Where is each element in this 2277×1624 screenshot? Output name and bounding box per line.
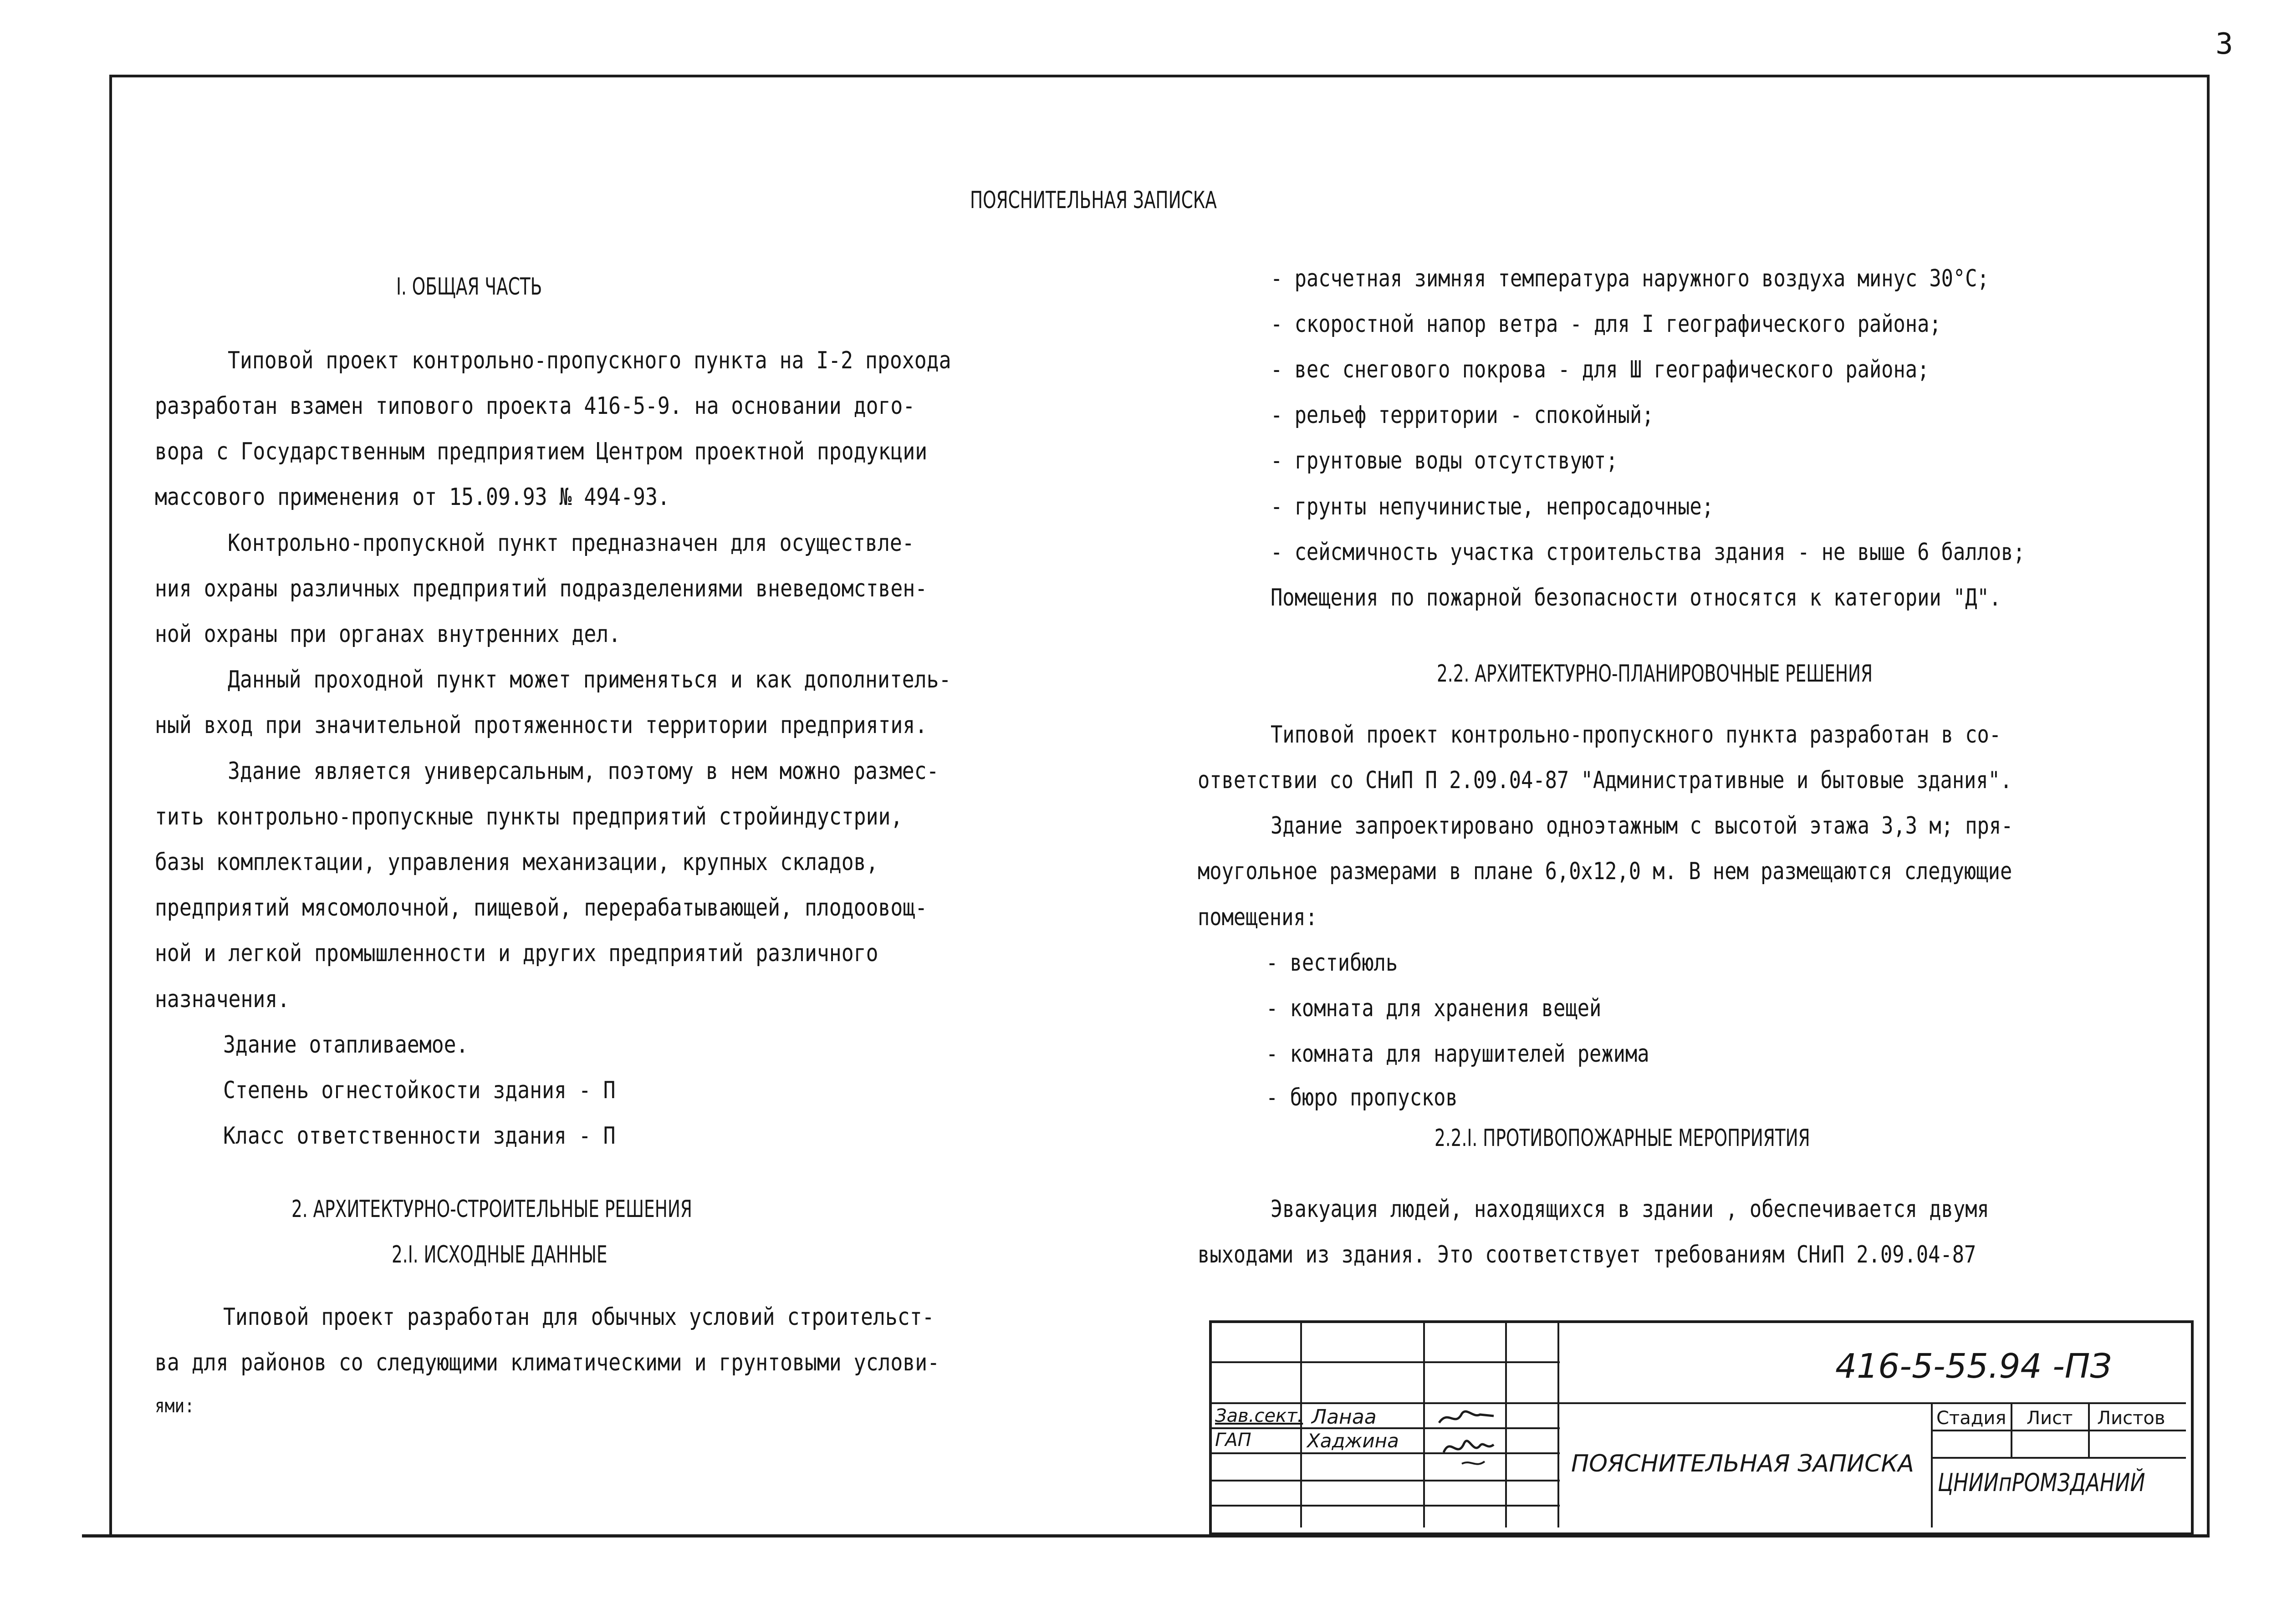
paragraph-line: Типовой проект контрольно-пропускного пункта разработан в со- — [1271, 721, 2001, 748]
paragraph-line: Здание отапливаемое. — [223, 1031, 469, 1059]
title-block-grid-line — [1931, 1457, 2186, 1459]
document-title: ПОЯСНИТЕЛЬНАЯ ЗАПИСКА — [970, 187, 1217, 214]
title-block-grid-line — [1931, 1430, 2186, 1431]
climate-condition-item: - скоростной напор ветра - для I географического района; — [1271, 311, 1941, 338]
paragraph-line: Здание запроектировано одноэтажным с высотой этажа 3,3 м; пря- — [1271, 812, 2013, 840]
signature-image — [1430, 1405, 1503, 1473]
paragraph-line: моугольное размерами в плане 6,0х12,0 м. В нем размещаются следующие — [1198, 858, 2012, 885]
climate-condition-item: - вес снегового покрова - для Ш географического района; — [1271, 356, 1930, 383]
column-total-sheets: Листов — [2097, 1408, 2165, 1429]
title-block-grid-line — [1505, 1323, 1507, 1527]
fire-category-text: Помещения по пожарной безопасности относятся к категории "Д". — [1271, 584, 2001, 611]
title-block-grid-line — [1423, 1323, 1425, 1527]
paragraph-line: Здание является универсальным, поэтому в нем можно размес- — [228, 758, 939, 785]
title-block-grid-line — [1931, 1403, 1933, 1527]
paragraph-line: предприятий мясомолочной, пищевой, перерабатывающей, плодоовощ- — [155, 894, 928, 921]
role-chief-architect: ГАП — [1215, 1430, 1251, 1451]
title-block-grid-line — [2011, 1403, 2012, 1458]
section-1-heading: I. ОБЩАЯ ЧАСТЬ — [396, 273, 542, 300]
paragraph-line: Эвакуация людей, находящихся в здании , обеспечивается двумя — [1271, 1196, 1989, 1223]
title-block-grid-line — [1211, 1505, 1560, 1507]
paragraph-line: массового применения от 15.09.93 № 494-93. — [155, 484, 670, 511]
climate-condition-item: - грунты непучинистые, непросадочные; — [1271, 493, 1714, 520]
room-list-item: - вестибюль — [1266, 949, 1398, 977]
sheet-title: ПОЯСНИТЕЛЬНАЯ ЗАПИСКА — [1571, 1450, 1914, 1477]
paragraph-line: базы комплектации, управления механизации, крупных складов, — [155, 849, 878, 876]
frame-border-right — [2207, 75, 2210, 1537]
section-2-heading: 2. АРХИТЕКТУРНО-СТРОИТЕЛЬНЫЕ РЕШЕНИЯ — [291, 1196, 692, 1223]
organization-name: ЦНИИпРОМЗДАНИЙ — [1938, 1468, 2145, 1497]
paragraph-line: Типовой проект разработан для обычных условий строительст- — [223, 1303, 934, 1331]
paragraph-line: Степень огнестойкости здания - П — [223, 1077, 616, 1104]
paragraph-line: ный вход при значительной протяженности территории предприятия. — [155, 712, 928, 739]
name-chief-architect: Хаджина — [1307, 1430, 1399, 1452]
paragraph-line: ва для районов со следующими климатическими и грунтовыми услови- — [155, 1349, 940, 1376]
paragraph-line: ями: — [155, 1395, 194, 1417]
paragraph-line: ной и легкой промышленности и других предприятий различного — [155, 940, 878, 967]
column-sheet: Лист — [2027, 1408, 2073, 1429]
climate-condition-item: - расчетная зимняя температура наружного воздуха минус 30°С; — [1271, 265, 1989, 292]
paragraph-line: Типовой проект контрольно-пропускного пункта на I-2 прохода — [228, 347, 951, 374]
room-list-item: - комната для хранения вещей — [1266, 995, 1602, 1022]
name-head-of-sector: Ланаа — [1312, 1405, 1377, 1429]
paragraph-line: Класс ответственности здания - П — [223, 1122, 616, 1150]
climate-condition-item: - рельеф территории - спокойный; — [1271, 402, 1654, 429]
role-head-of-sector: Зав.сект. — [1215, 1405, 1303, 1426]
section-2-1-heading: 2.I. ИСХОДНЫЕ ДАННЫЕ — [392, 1241, 608, 1268]
section-2-2-heading: 2.2. АРХИТЕКТУРНО-ПЛАНИРОВОЧНЫЕ РЕШЕНИЯ — [1437, 660, 1873, 687]
paragraph-line: ной охраны при органах внутренних дел. — [155, 621, 621, 648]
document-code: 416-5-55.94 -ПЗ — [1835, 1347, 2112, 1386]
title-block-grid-line — [2088, 1403, 2090, 1458]
paragraph-line: Контрольно-пропускной пункт предназначен для осуществле- — [228, 529, 914, 557]
title-block-grid-line — [1211, 1427, 1560, 1429]
title-block-grid-line — [1211, 1452, 1560, 1454]
paragraph-line: вора с Государственным предприятием Центром проектной продукции — [155, 438, 928, 465]
room-list-item: - бюро пропусков — [1266, 1084, 1458, 1111]
climate-condition-item: - грунтовые воды отсутствуют; — [1271, 447, 1618, 474]
title-block-grid-line — [1211, 1361, 1560, 1363]
paragraph-line: разработан взамен типового проекта 416-5-9. на основании дого- — [155, 392, 915, 420]
paragraph-line: Данный проходной пункт может применяться и как дополнитель- — [228, 666, 951, 693]
climate-condition-item: - сейсмичность участка строительства здания - не выше 6 баллов; — [1271, 539, 2025, 566]
paragraph-line: ния охраны различных предприятий подразделениями вневедомствен- — [155, 575, 928, 602]
frame-border-top — [109, 75, 2210, 77]
paragraph-line: ответствии со СНиП П 2.09.04-87 "Административные и бытовые здания". — [1198, 767, 2012, 794]
frame-border-left — [109, 75, 112, 1537]
paragraph-line: тить контрольно-пропускные пункты предприятий стройиндустрии, — [155, 803, 903, 830]
page-number: 3 — [2216, 27, 2233, 61]
room-list-item: - комната для нарушителей режима — [1266, 1040, 1649, 1068]
column-stage: Стадия — [1936, 1408, 2006, 1429]
title-block-grid-line — [1211, 1402, 2186, 1404]
title-block-grid-line — [1211, 1480, 1560, 1481]
paragraph-line: выходами из здания. Это соответствует требованиям СНиП 2.09.04-87 — [1198, 1241, 1976, 1268]
section-2-2-1-heading: 2.2.I. ПРОТИВОПОЖАРНЫЕ МЕРОПРИЯТИЯ — [1435, 1125, 1810, 1152]
paragraph-line: помещения: — [1198, 904, 1317, 931]
title-block-grid-line — [1557, 1323, 1559, 1527]
paragraph-line: назначения. — [155, 986, 290, 1013]
